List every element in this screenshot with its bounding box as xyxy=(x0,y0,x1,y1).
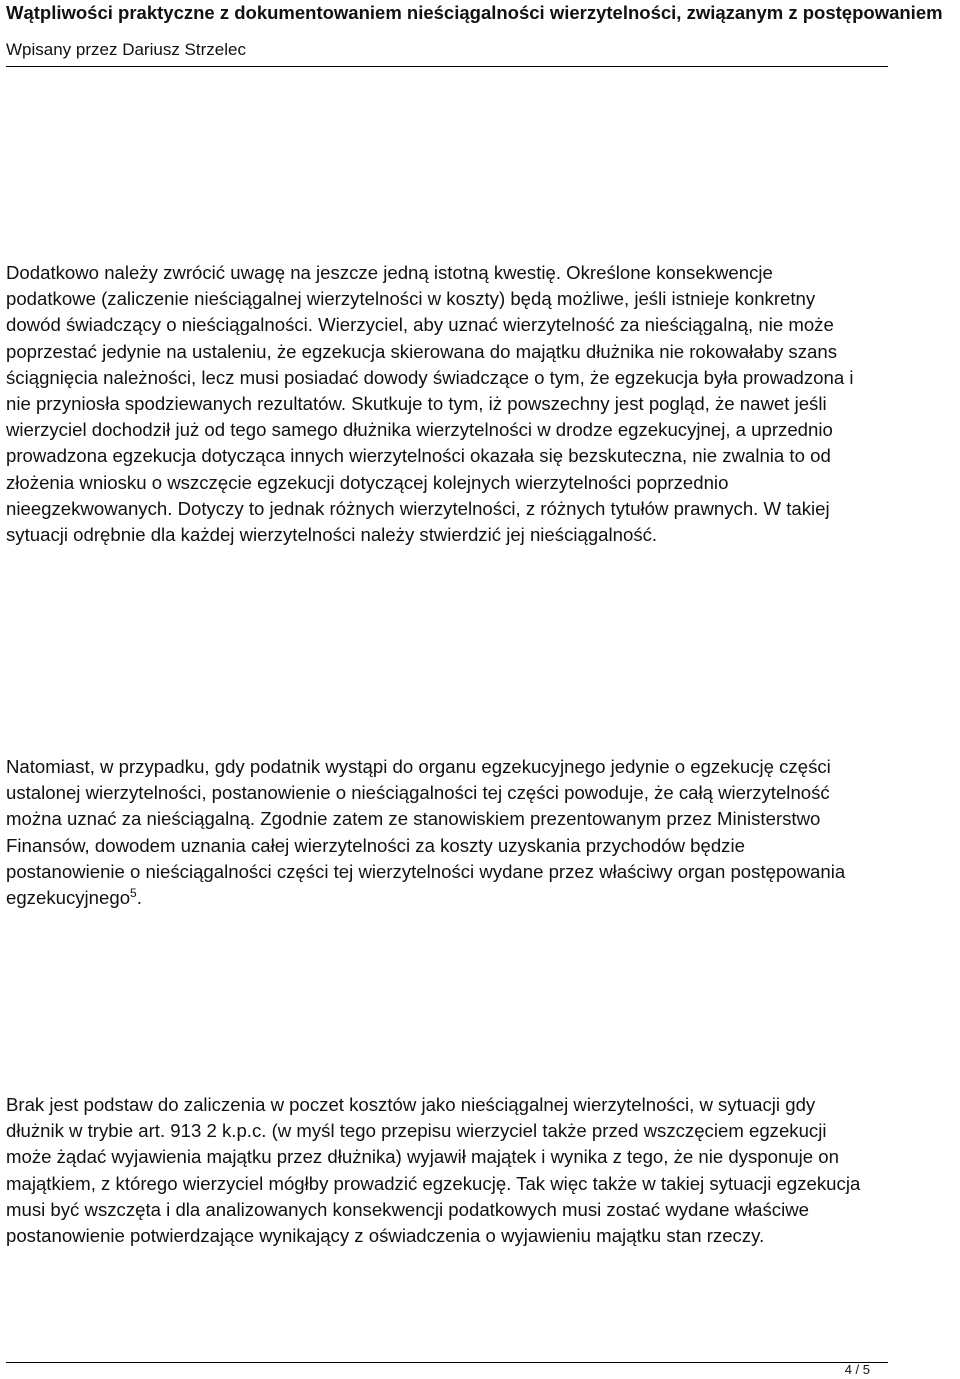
footnote-reference[interactable]: 5 xyxy=(130,886,137,901)
document-title: Wątpliwości praktyczne z dokumentowaniem nieściągalności wierzytelności, związanym z postępowaniem xyxy=(6,2,943,23)
paragraph-text-end: . xyxy=(136,887,142,909)
footer-divider xyxy=(6,1362,888,1363)
page-number: 4 / 5 xyxy=(844,1362,870,1377)
header-divider xyxy=(6,66,888,67)
paragraph: Brak jest podstaw do zaliczenia w poczet kosztów jako nieściągalnej wierzytelności, w sytuacji gdy dłużnik w trybie art. 913 2 k.p.c. (w myśl tego przepisu wierzyciel także przed wszczęciem egzekucji może żądać wyjawienia majątku przez dłużnika) wyjawił majątek i wynika z tego, że nie dysponuje on majątkiem, z którego wierzyciel mógłby prowadzić egzekucję. Tak więc także w takiej sytuacji egzekucja musi być wszczęta i dla analizowanych konsekwencji podatkowych musi zostać wydane właściwe postanowienie potwierdzające wynikający z oświadczenia o wyjawieniu majątku stan rzeczy. xyxy=(6,1094,861,1247)
paragraph: Dodatkowo należy zwrócić uwagę na jeszcze jedną istotną kwestię. Określone konsekwencje podatkowe (zaliczenie nieściągalnej wierzytelności w koszty) będą możliwe, jeśli istnieje konkretny dowód świadczący o nieściągalności. Wierzyciel, aby uznać wierzytelność za nieściągalną, nie może poprzestać jedynie na ustaleniu, że egzekucja skierowana do majątku dłużnika nie rokowałaby szans ściągnięcia należności, lecz musi posiadać dowody świadczące o tym, że egzekucja była prowadzona i nie przyniosła spodziewanych rezultatów. Skutkuje to tym, iż powszechny jest pogląd, że nawet jeśli wierzyciel dochodził już od tego samego dłużnika wierzytelności w drodze egzekucyjnej, a uprzednio prowadzona egzekucja dotycząca innych wierzytelności okazała się bezskuteczna, nie zwalnia to od złożenia wniosku o wszczęcie egzekucji dotyczącej kolejnych wierzytelności poprzednio nieegzekwowanych. Dotyczy to jednak różnych wierzytelności, z różnych tytułów prawnych. W takiej sytuacji odrębnie dla każdej wierzytelności należy stwierdzić jej nieściągalność. xyxy=(6,262,854,546)
paragraph-text: Natomiast, w przypadku, gdy podatnik wystąpi do organu egzekucyjnego jedynie o egzekucję części ustalonej wierzytelności, postanowienie o nieściągalności tej części powoduje, że całą wierzytelność można uznać za nieściągalną. Zgodnie zatem ze stanowiskiem prezentowanym przez Ministerstwo Finansów, dowodem uznania całej wierzytelności za koszty uzyskania przychodów będzie postanowienie o nieściągalności części tej wierzytelności wydane przez właściwy organ postępowania egzekucyjnego xyxy=(6,756,846,909)
paragraph xyxy=(6,754,866,911)
author-line: Wpisany przez Dariusz Strzelec xyxy=(6,40,246,59)
